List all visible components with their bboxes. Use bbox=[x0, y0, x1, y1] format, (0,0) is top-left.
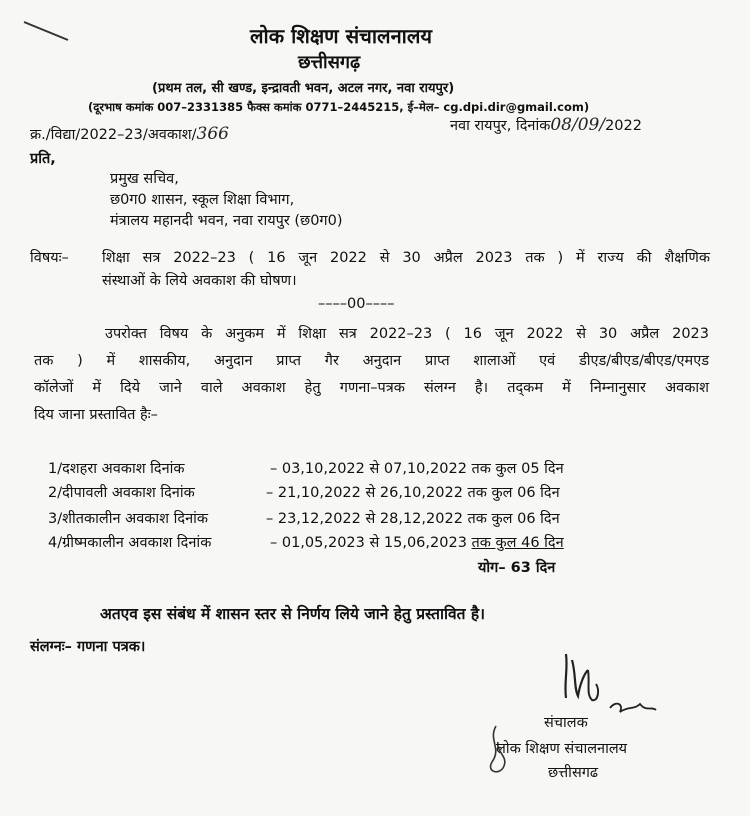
recipient-line2: छ0ग0 शासन, स्कूल शिक्षा विभाग, bbox=[110, 192, 295, 208]
handwritten-signature bbox=[550, 640, 670, 720]
recipient-line1: प्रमुख सचिव, bbox=[110, 171, 179, 187]
holiday-row-4-range-main: – 01,05,2023 से 15,06,2023 bbox=[270, 535, 467, 551]
place-date bbox=[450, 115, 642, 135]
reference-number bbox=[30, 124, 229, 144]
body-line4: दिय जाना प्रस्तावित हैः– bbox=[34, 407, 158, 423]
holiday-row-3-label: 3/शीतकालीन अवकाश दिनांक bbox=[48, 511, 209, 527]
holiday-row-4-range bbox=[270, 532, 564, 552]
signature-state: छत्तीसगढ bbox=[548, 765, 599, 781]
holiday-row-1-label: 1/दशहरा अवकाश दिनांक bbox=[48, 461, 185, 477]
body-line2: तक ) में शासकीय, अनुदान प्राप्त गैर अनुदान प्राप्त शालाओं एवं डीएड/बीएड/बीएड/एमएड bbox=[34, 353, 709, 369]
signature-office: लोक शिक्षण संचालनालय bbox=[496, 741, 628, 757]
total-days: योग– 63 दिन bbox=[478, 560, 556, 576]
holiday-row-4-label: 4/ग्रीष्मकालीन अवकाश दिनांक bbox=[48, 535, 212, 551]
body-line1: उपरोक्त विषय के अनुकम में शिक्षा सत्र 2022–23 ( 16 जून 2022 से 30 अप्रैल 2023 bbox=[105, 326, 709, 342]
to-label: प्रति, bbox=[30, 151, 56, 167]
office-address: (प्रथम तल, सी खण्ड, इन्द्रावती भवन, अटल नगर, नवा रायपुर) bbox=[152, 81, 455, 96]
holiday-row-2-range: – 21,10,2022 से 26,10,2022 तक कुल 06 दिन bbox=[266, 485, 560, 501]
holiday-row-3-range: – 23,12,2022 से 28,12,2022 तक कुल 06 दिन bbox=[266, 511, 560, 527]
reference-handwritten-number: 366 bbox=[196, 124, 229, 144]
enclosure: संलग्नः– गणना पत्रक। bbox=[30, 639, 146, 655]
holiday-row-2-label: 2/दीपावली अवकाश दिनांक bbox=[48, 485, 195, 501]
office-name: लोक शिक्षण संचालनालय bbox=[250, 24, 433, 48]
place-date-prefix: नवा रायपुर, दिनांक bbox=[450, 118, 551, 134]
subject-line1: शिक्षा सत्र 2022–23 ( 16 जून 2022 से 30 अप्रैल 2023 तक ) में राज्य की शैक्षणिक bbox=[102, 250, 710, 266]
office-contact: (दूरभाष कमांक 007–2331385 फैक्स कमांक 0771–2445215, ई–मेल– cg.dpi.dir@gmail.com) bbox=[88, 100, 590, 114]
reference-prefix: क्र./विद्या/2022–23/अवकाश/ bbox=[30, 127, 197, 143]
subject-line2: संस्थाओं के लिये अवकाश की घोषण। bbox=[102, 273, 297, 289]
signature-designation: संचालक bbox=[544, 715, 588, 731]
holiday-row-1-range: – 03,10,2022 से 07,10,2022 तक कुल 05 दिन bbox=[270, 461, 564, 477]
subject-label: विषयः– bbox=[30, 250, 69, 266]
date-year: 2022 bbox=[605, 118, 642, 134]
state-name: छत्तीसगढ़ bbox=[298, 52, 361, 73]
closing-proposal: अतएव इस संबंध में शासन स्तर से निर्णय लिये जाने हेतु प्रस्तावित है। bbox=[100, 605, 485, 623]
subject-divider: ––––00–––– bbox=[318, 296, 395, 312]
recipient-line3: मंत्रालय महानदी भवन, नवा रायपुर (छ0ग0) bbox=[110, 213, 343, 229]
holiday-row-4-range-tail: तक कुल 46 दिन bbox=[471, 535, 564, 551]
pen-mark bbox=[18, 12, 78, 52]
date-handwritten: 08/09/ bbox=[550, 115, 606, 135]
body-line3: कॉलेजों में दिये जाने वाले अवकाश हेतु गणना–पत्रक संलग्न है। तद्कम में निम्नानुसार अवकाश bbox=[34, 380, 709, 396]
